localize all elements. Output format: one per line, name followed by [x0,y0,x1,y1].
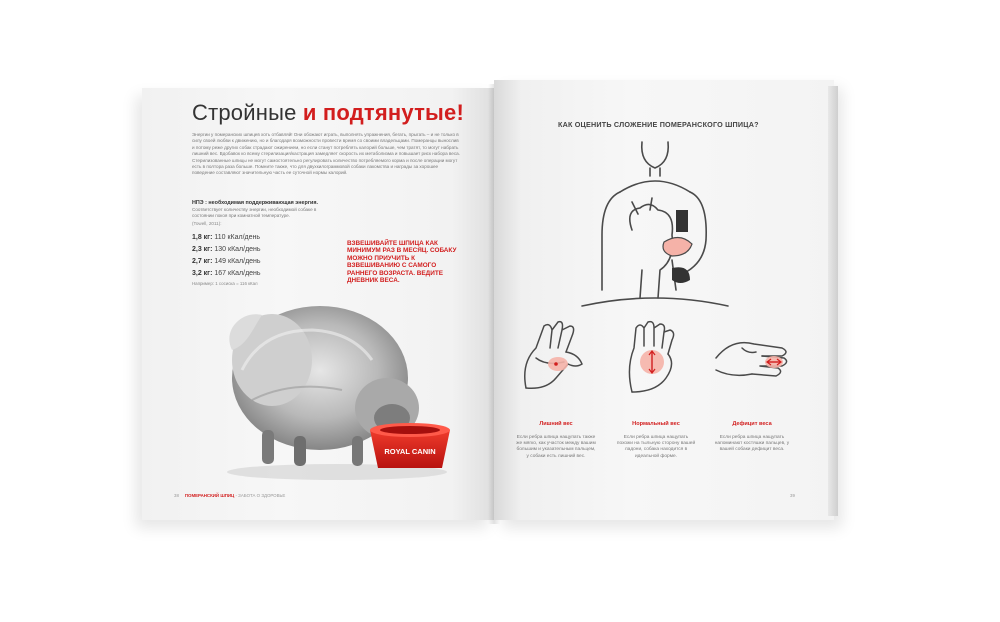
weight-value: 2,7 кг: [192,258,213,265]
title-plain: Стройные [192,100,297,125]
weight-value: 1,8 кг: [192,234,213,241]
page-edge [828,86,838,516]
weight-value: 2,3 кг: [192,246,213,253]
right-heading: КАК ОЦЕНИТЬ СЛОЖЕНИЕ ПОМЕРАНСКОГО ШПИЦА? [558,120,759,129]
hand-normal-weight-illustration [616,318,696,394]
weight-row [192,268,261,280]
underweight-label: Дефицит веса [732,421,772,427]
normal-weight-label: Нормальный вес [632,421,680,427]
source-citation: (Towell, 2011): [192,221,222,226]
energy-value: 167 кКал/день [214,270,261,277]
title-accent: и подтянутые! [302,100,465,125]
left-page [142,88,494,520]
weight-row [192,244,261,256]
weight-row [192,256,261,268]
page-title [192,100,464,126]
hand-overweight-illustration [516,318,596,394]
mer-title: НПЭ : необходимая поддерживающая энергия. [192,200,319,206]
energy-value: 149 кКал/день [214,258,261,265]
left-footer [174,493,285,498]
normal-weight-description: Если ребра шпица нащупать похожи на тыльную сторону вашей ладони, собака находится в идеальной форме. [616,435,696,459]
weight-value: 3,2 кг: [192,270,213,277]
intro-paragraph: Энергии у померанских шпицев хоть отбавляй! Они обожают играть, выполнять упражнения, бегать, прыгать – и не только в силу своей любви к движению, но и благодаря возможности провести время со своими владельцами. Померанцы вынослив и потому реже других собак страдают ожирением, но если станут потреблять калорий больше, чем тратят, то могут набрать лишний вес. Вдобавок ко всему стерилизация/кастрация замедляет скорость их метаболизма и повышает риск набора веса. Стерилизованные шпицы не могут самостоятельно регулировать количество потребляемого корма и после операции могут есть в полтора раза больше. Помните также, что для двухкилограммовой собаки лакомства и награды за хорошее поведение составляют значительную часть ее суточной нормы калорий. [192,132,460,176]
underweight-description: Если ребра шпица нащупать напоминают костяшки пальцев, у вашей собаки дефицит веса. [714,435,790,453]
weight-energy-list [192,232,261,280]
person-holding-dog-illustration [580,140,730,310]
energy-value: 130 кКал/день [214,246,261,253]
footer-section: - ЗАБОТА О ЗДОРОВЬЕ [235,493,286,498]
footer-book-title: ПОМЕРАНСКИЙ ШПИЦ [184,493,235,498]
energy-value: 110 кКал/день [214,234,261,241]
mer-description: Соответствует количеству энергии, необходимой собаке в состоянии покоя при комнатной температуре. [192,207,317,218]
right-page [494,80,834,520]
overweight-description: Если ребра шпица нащупать также же мягко, как участок между вашим большим и указательным пальцем, у собаки есть лишний вес. [516,435,596,459]
overweight-label: Лишний вес [539,421,573,427]
left-page-number: 38 [174,493,179,498]
bowl-brand: ROYAL CANIN [384,447,436,456]
weight-row [192,232,261,244]
weigh-callout: ВЗВЕШИВАЙТЕ ШПИЦА КАК МИНИМУМ РАЗ В МЕСЯЦ. СОБАКУ МОЖНО ПРИУЧИТЬ К ВЗВЕШИВАНИЮ С САМОГО РАННЕГО ВОЗРАСТА. ВЕДИТЕ ДНЕВНИК ВЕСА. [347,240,457,285]
hand-underweight-illustration [712,318,792,394]
dog-eating-photo [202,290,452,490]
example-note: Например: 1 сосиска = 116 кКал [192,281,258,286]
right-page-number: 39 [790,493,795,498]
